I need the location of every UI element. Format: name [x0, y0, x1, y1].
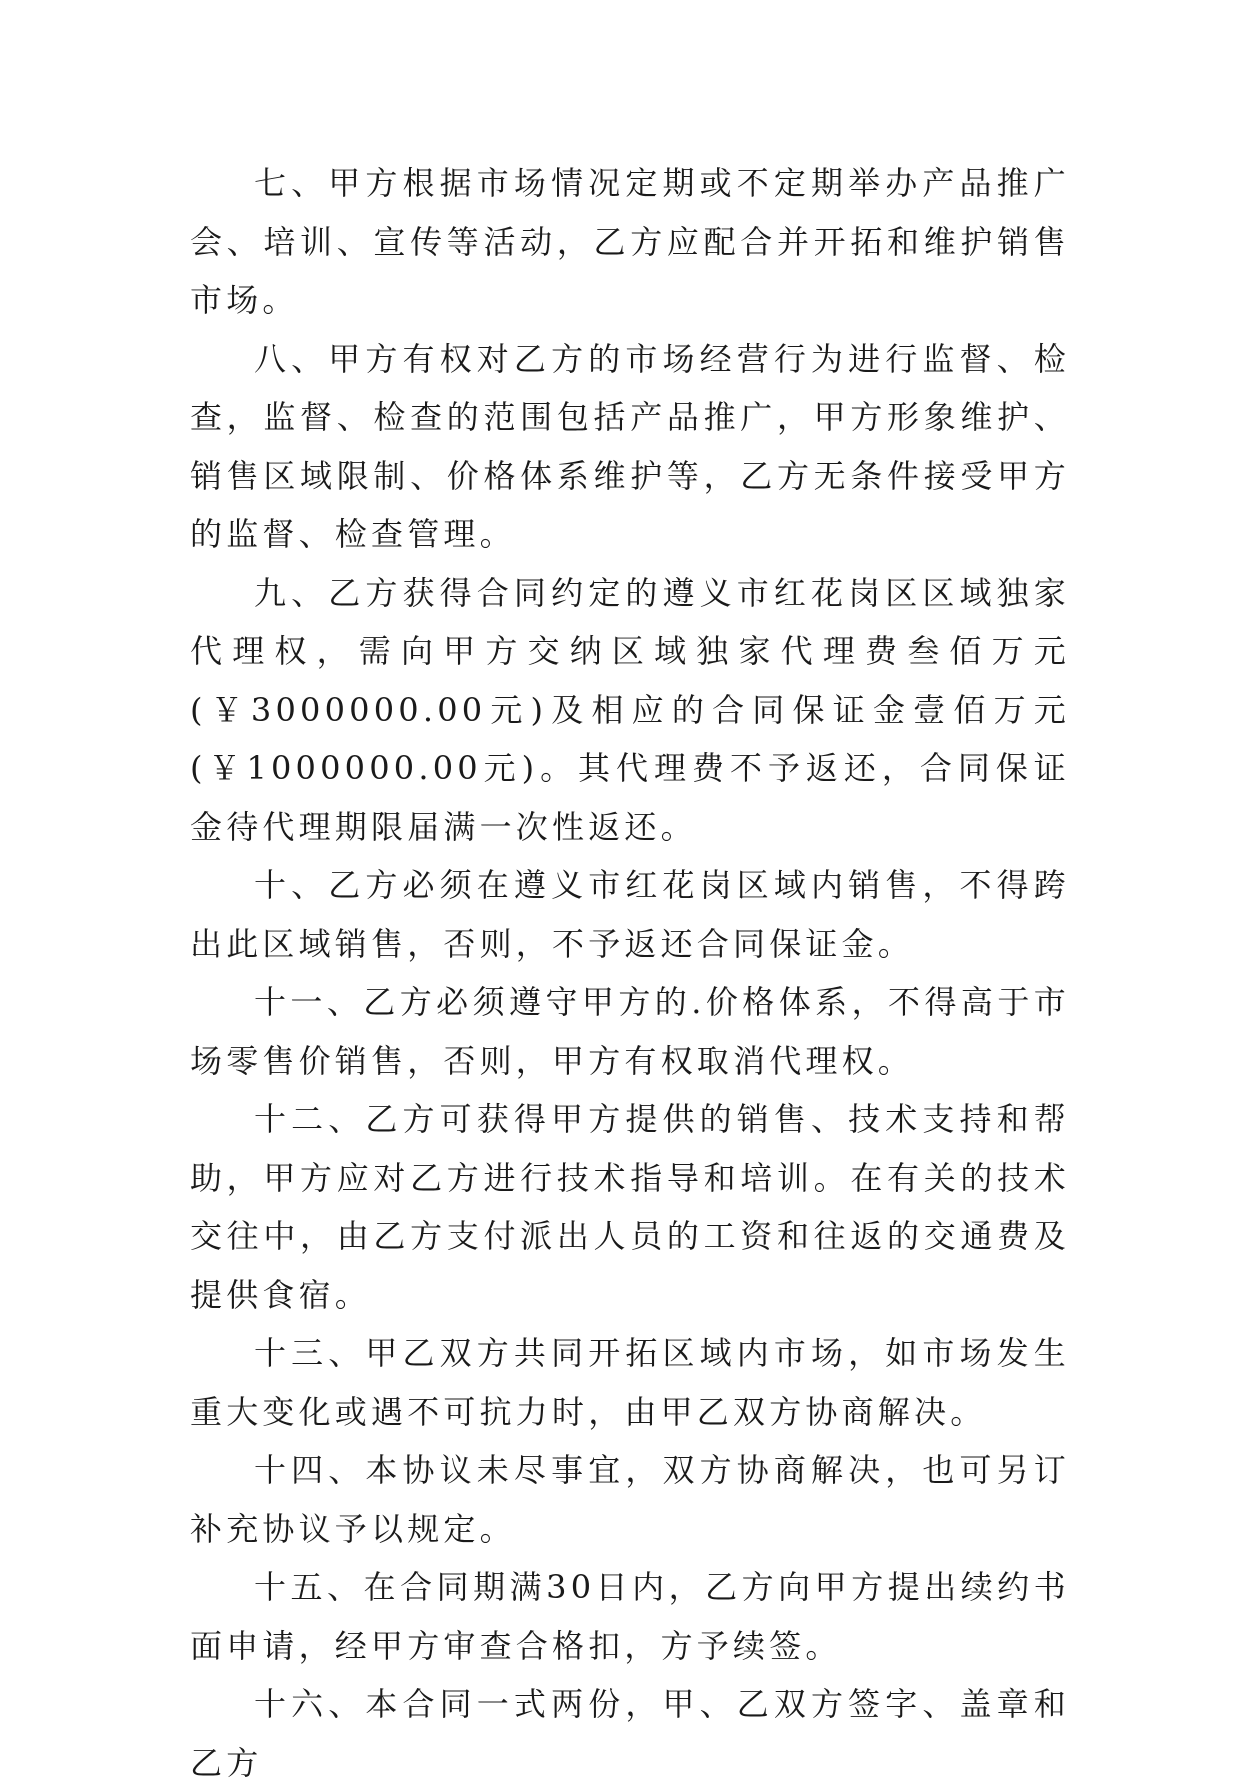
clause-16: 十六、本合同一式两份，甲、乙双方签字、盖章和乙方	[190, 1685, 1070, 1782]
clause-12: 十二、乙方可获得甲方提供的销售、技术支持和帮助，甲方应对乙方进行技术指导和培训。在有关的技术交往中，由乙方支付派出人员的工资和往返的交通费及提供食宿。	[190, 1100, 1070, 1314]
clause-8: 八、甲方有权对乙方的市场经营行为进行监督、检查，监督、检查的范围包括产品推广，甲方形象维护、销售区域限制、价格体系维护等，乙方无条件接受甲方的监督、检查管理。	[190, 339, 1070, 553]
clause-10: 十、乙方必须在遵义市红花岗区域内销售，不得跨出此区域销售，否则，不予返还合同保证金。	[190, 866, 1070, 963]
clause-9: 九、乙方获得合同约定的遵义市红花岗区区域独家代理权，需向甲方交纳区域独家代理费叁佰万元(￥3000000.00元)及相应的合同保证金壹佰万元(￥1000000.00元)。其代理费不予返还，合同保证金待代理期限届满一次性返还。	[190, 573, 1070, 846]
contract-body	[190, 154, 1070, 1792]
clause-14: 十四、本协议未尽事宜，双方协商解决，也可另订补充协议予以规定。	[190, 1451, 1070, 1548]
clause-11: 十一、乙方必须遵守甲方的.价格体系，不得高于市场零售价销售，否则，甲方有权取消代理权。	[190, 983, 1070, 1080]
clause-13: 十三、甲乙双方共同开拓区域内市场，如市场发生重大变化或遇不可抗力时，由甲乙双方协商解决。	[190, 1334, 1070, 1431]
clause-15: 十五、在合同期满30日内，乙方向甲方提出续约书面申请，经甲方审查合格扣，方予续签。	[190, 1568, 1070, 1665]
clause-7: 七、甲方根据市场情况定期或不定期举办产品推广会、培训、宣传等活动，乙方应配合并开拓和维护销售市场。	[190, 164, 1070, 319]
